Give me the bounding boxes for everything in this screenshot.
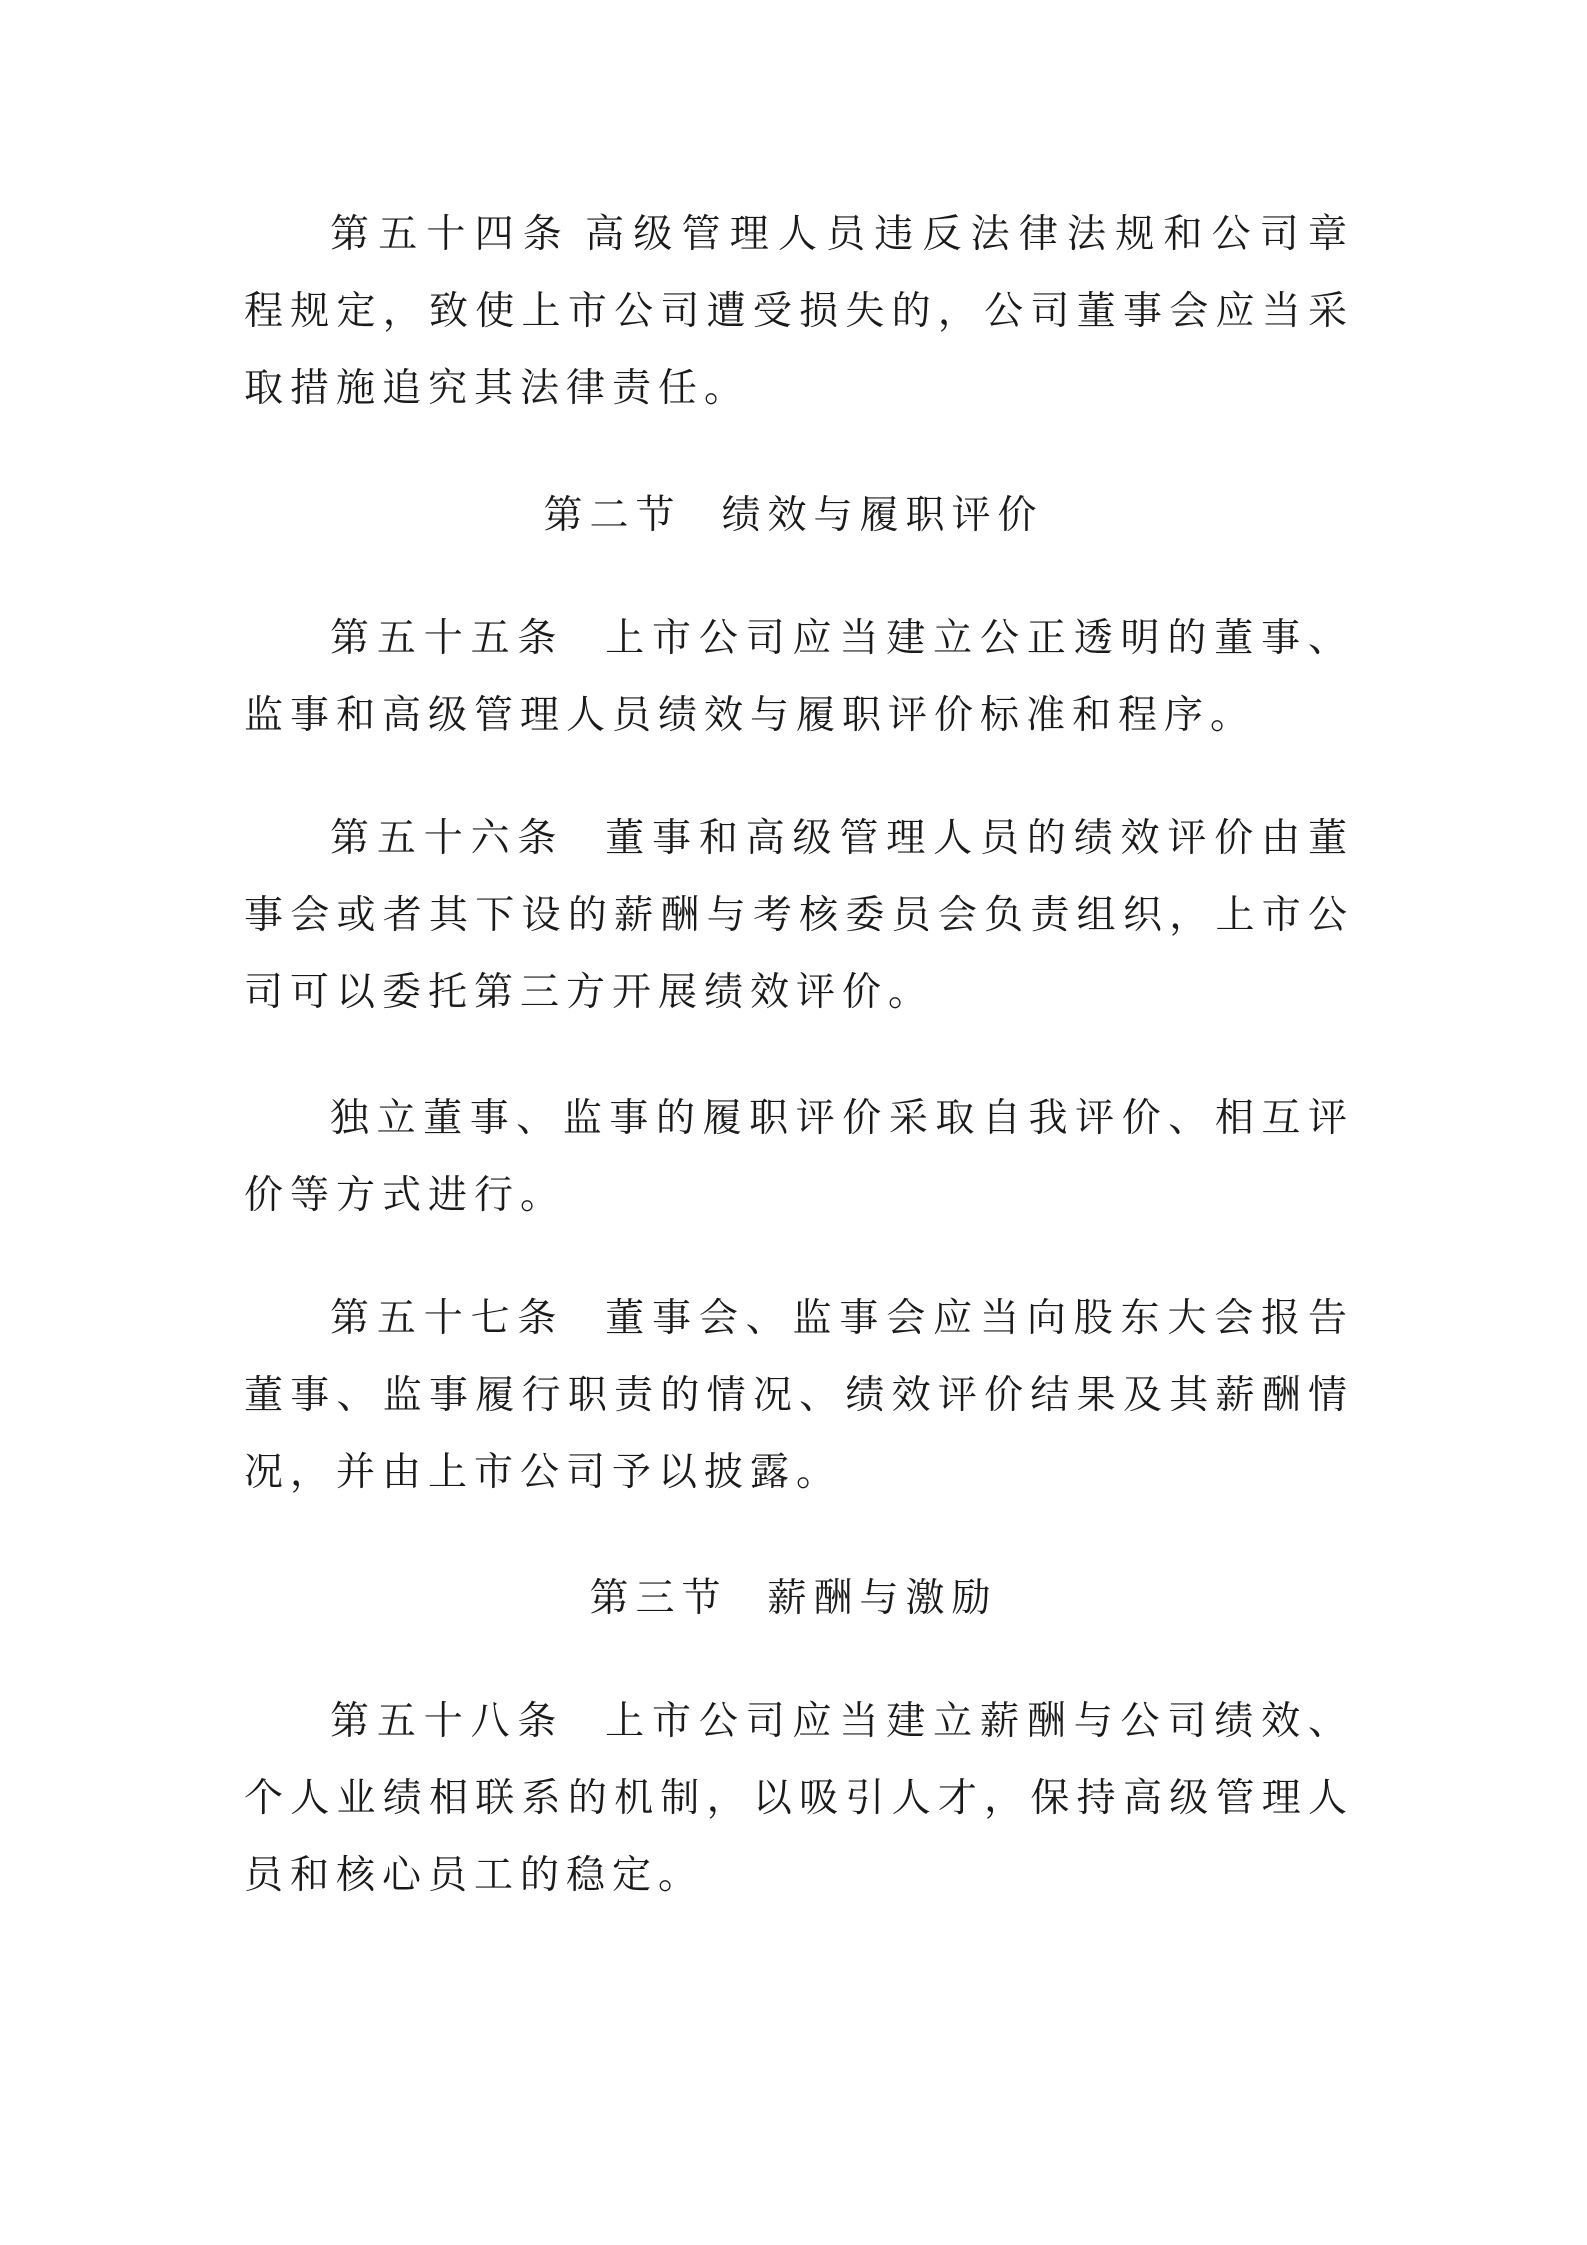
article-57-label: 第五十七条 — [330, 1296, 565, 1341]
article-54-label: 第五十四条 — [330, 212, 571, 257]
article-55-text: 上市公司应当建立公正透明的董事、监事和高级管理人员绩效与履职评价标准和程序。 — [244, 616, 1354, 738]
article-57 — [244, 1280, 1354, 1511]
article-54 — [244, 196, 1354, 427]
article-58 — [244, 1683, 1354, 1914]
article-55 — [244, 600, 1354, 754]
section-2-heading — [0, 477, 1587, 554]
section-3-title: 薪酬与激励 — [767, 1576, 998, 1621]
article-58-text: 上市公司应当建立薪酬与公司绩效、个人业绩相联系的机制，以吸引人才，保持高级管理人员和核心员工的稳定。 — [244, 1699, 1354, 1898]
section-2-title: 绩效与履职评价 — [721, 493, 1044, 538]
article-55-label: 第五十五条 — [330, 616, 565, 661]
paragraph-independent-text: 独立董事、监事的履职评价采取自我评价、相互评价等方式进行。 — [244, 1096, 1354, 1218]
section-3-label: 第三节 — [589, 1576, 728, 1621]
article-58-label: 第五十八条 — [330, 1699, 565, 1744]
section-3-heading — [0, 1560, 1587, 1637]
article-56-text: 董事和高级管理人员的绩效评价由董事会或者其下设的薪酬与考核委员会负责组织，上市公司可以委托第三方开展绩效评价。 — [244, 816, 1354, 1015]
paragraph-independent — [244, 1080, 1354, 1234]
article-56-label: 第五十六条 — [330, 816, 565, 861]
article-54-text: 高级管理人员违反法律法规和公司章程规定，致使上市公司遭受损失的，公司董事会应当采取措施追究其法律责任。 — [244, 212, 1354, 411]
article-57-text: 董事会、监事会应当向股东大会报告董事、监事履行职责的情况、绩效评价结果及其薪酬情况，并由上市公司予以披露。 — [244, 1296, 1354, 1495]
article-56 — [244, 800, 1354, 1031]
section-2-label: 第二节 — [543, 493, 682, 538]
